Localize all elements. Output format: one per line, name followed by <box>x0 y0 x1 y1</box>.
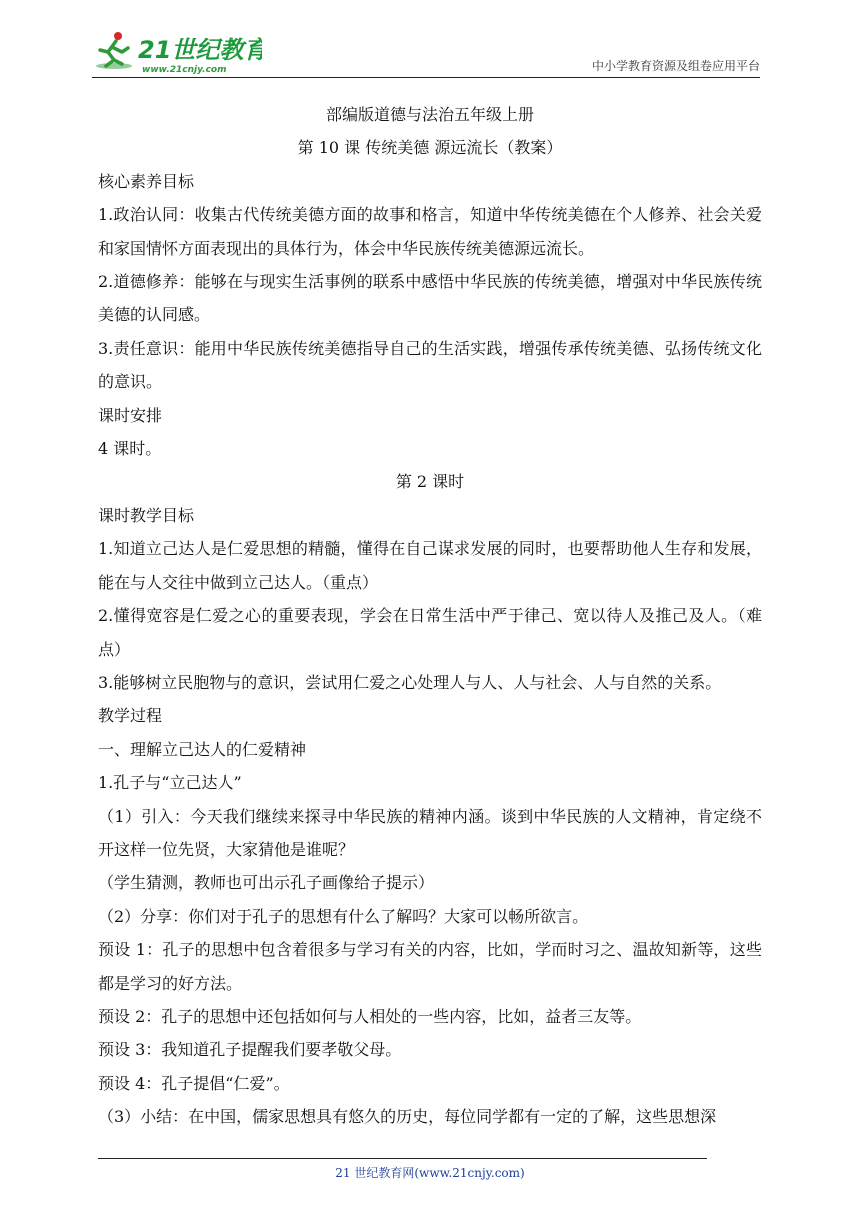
subsection-heading: 1.孔子与“立己达人” <box>98 773 242 793</box>
footer-link[interactable]: 21 世纪教育网(www.21cnjy.com) <box>335 1166 525 1180</box>
platform-label: 中小学教育资源及组卷应用平台 <box>591 59 760 73</box>
lesson-heading: 第 2 课时 <box>395 472 465 492</box>
paragraph: 1.政治认同：收集古代传统美德方面的故事和格言，知道中华传统美德在个人修养、社会关爱和家国情怀方面表现出的具体行为，体会中华民族传统美德源远流长。 <box>98 205 762 258</box>
paragraph: 预设 1：孔子的思想中包含着很多与学习有关的内容，比如，学而时习之、温故知新等，这些都是学习的好方法。 <box>98 940 762 993</box>
paragraph: 3.责任意识：能用中华民族传统美德指导自己的生活实践，增强传承传统美德、弘扬传统文化的意识。 <box>98 338 762 392</box>
paragraph: 预设 4：孔子提倡“仁爱”。 <box>98 1073 290 1093</box>
paragraph: 预设 3：我知道孔子提醒我们要孝敬父母。 <box>98 1040 402 1060</box>
paragraph: 2.道德修养：能够在与现实生活事例的联系中感悟中华民族的传统美德，增强对中华民族传统美德的认同感。 <box>98 272 762 325</box>
paragraph: （学生猜测，教师也可出示孔子画像给子提示） <box>98 873 435 893</box>
logo-runner-icon <box>92 28 262 76</box>
paragraph: 3.能够树立民胞物与的意识，尝试用仁爱之心处理人与人、人与社会、人与自然的关系。 <box>98 672 722 692</box>
logo-url: www.21cnjy.com <box>142 65 227 75</box>
footer-divider <box>98 1158 707 1159</box>
page-header <box>92 28 760 78</box>
logo <box>92 28 262 76</box>
paragraph: 1.知道立己达人是仁爱思想的精髓，懂得在自己谋求发展的同时，也要帮助他人生存和发展，能在与人交往中做到立己达人。（重点） <box>98 539 762 592</box>
heading-lesson-goals: 课时教学目标 <box>98 505 195 525</box>
paragraph: 4 课时。 <box>98 439 162 459</box>
paragraph: 预设 2：孔子的思想中还包括如何与人相处的一些内容，比如，益者三友等。 <box>98 1006 642 1026</box>
logo-text: 21世纪教育 <box>138 36 262 64</box>
document-subtitle: 第 10 课 传统美德 源远流长（教案） <box>297 138 563 158</box>
heading-core-goals: 核心素养目标 <box>98 171 195 191</box>
header-divider <box>92 77 760 78</box>
paragraph: （3）小结：在中国，儒家思想具有悠久的历史，每位同学都有一定的了解，这些思想深 <box>98 1107 717 1127</box>
paragraph: （1）引入：今天我们继续来探寻中华民族的精神内涵。谈到中华民族的人文精神，肯定绕不开这样一位先贤，大家猜他是谁呢？ <box>98 806 762 859</box>
document-title: 部编版道德与法治五年级上册 <box>325 105 534 124</box>
document-body <box>98 98 762 1134</box>
heading-process: 教学过程 <box>98 706 163 726</box>
paragraph: 2.懂得宽容是仁爱之心的重要表现，学会在日常生活中严于律己、宽以待人及推己及人。（难点） <box>98 606 762 659</box>
section-heading: 一、理解立己达人的仁爱精神 <box>98 739 307 759</box>
heading-schedule: 课时安排 <box>98 405 163 425</box>
paragraph: （2）分享：你们对于孔子的思想有什么了解吗？大家可以畅所欲言。 <box>98 906 589 926</box>
